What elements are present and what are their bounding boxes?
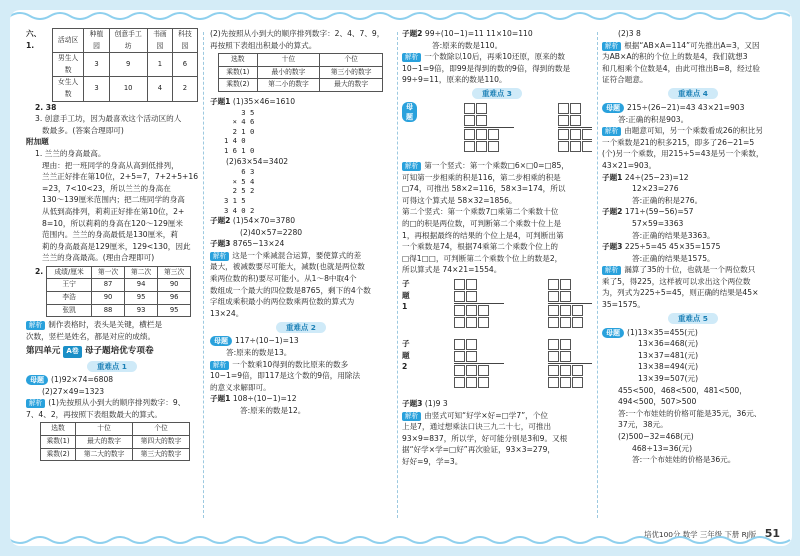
- answer-line: 37元，38元。: [618, 420, 668, 430]
- answer-line: (2)27×49=1323: [42, 386, 105, 396]
- analysis-line: 93×9=837，所以学，好可能分别是3和9。又根: [402, 433, 568, 443]
- analysis-line: □74，可推出 58×2=116，58×3=174，所以: [402, 184, 566, 194]
- analysis-tag: 解析: [210, 252, 229, 261]
- box-calc: [534, 338, 592, 398]
- mother-question-tag: 母题: [210, 336, 232, 346]
- analysis-line: 所以算式是 74×21=1554。: [402, 265, 502, 275]
- unit-header: 第四单元 A卷 母子题培优专项卷: [26, 346, 154, 357]
- analysis-line: 数组成一个最大的四位数是8765，剩下的4个数: [210, 285, 371, 295]
- answer-line: 答:正确的结果是1575。: [632, 253, 715, 263]
- analysis-line: 可知第一步相乘的积是116，第二步相乘的积是: [402, 172, 561, 182]
- box-calc: [534, 278, 592, 338]
- analysis-tag: 解析: [210, 361, 229, 370]
- analysis-line: 10−1=9倍，即99是得到的数的9倍，得到的数是: [402, 63, 571, 73]
- digit-table: 选数 十位 个位 乘数(1) 最小的数字 第三小的数字 乘数(2) 第二小的数字 最大的数字: [218, 53, 383, 92]
- answer-line: (2)40×57=2280: [240, 227, 303, 237]
- analysis-line: 一个乘数是21的积多215，即多了26−21=5: [602, 137, 755, 147]
- page-number: 51: [764, 527, 780, 540]
- answer-line: 2.: [35, 266, 44, 276]
- answer-page: [10, 10, 792, 546]
- column-divider: [397, 32, 398, 518]
- box-calc: [450, 102, 514, 153]
- analysis-line: 为，列式为225÷5=45，则正确的结果是45×: [602, 288, 759, 298]
- text-line: (2)先按照从小到大的顺序排列数字：2、4、7、9，: [210, 29, 385, 38]
- score-table: 成绩/厘米 第一次 第二次 第三次 王宁 87 94 90 李浩 90 95 96 张凯 88 93 95: [46, 266, 191, 317]
- column-2: (2)先按照从小到大的顺序排列数字：2、4、7、9， 再按照下表组出积最小的算式。 选数 十位 个位 乘数(1) 最小的数字 第三小的数字 乘数(2) 第二小的数字 最大的数字 子题1 (1)35×46=1610 3 5 × 4 6 2 1 0 1 4 0 1 6 1 0 (2)63×54=3402 6 3 × 5 4 2 5 2 3 1 5 3 4 0 2 子题2 (1)54×70=3780 (2)40×57=2280 子题3 8765−13×24 解析 这是一个乘减混合运算，要使算式的差 最大，被减数要尽可能大，减数(也就是两位数 乘两位数的积)要尽可能小。从1～8中取4个 数组成一个最大的四位数是8765，剩下的4个数 字组成乘积最小的两位数乘两位数的算式为 13×24。 重难点 2 母题 117÷(10−1)=13 答:原来的数是13。 解析 一个数乘10得到的数比原来的数多 10−1=9倍，即117是这个数的9倍，用除法 的意义求解即可。 子题1 108÷(10−1)=12 答:原来的数是12。: [210, 28, 392, 522]
- analysis-line: 1，再根据最终的结果的个位上是4，可判断出第: [402, 230, 564, 240]
- vertical-calc: 6 3 × 5 4 2 5 2 3 1 5 3 4 0 2: [224, 167, 255, 215]
- answer-line: 数最多。(答案合理即可): [42, 125, 124, 135]
- mother-question-tag: 母题: [402, 102, 417, 122]
- analysis-line: 字组成乘积最小的两位数乘两位数的算式为: [210, 297, 355, 307]
- sub-question-tag: 子题2: [402, 29, 423, 38]
- reason-line: =23，7<10<23，所以兰兰的身高在: [42, 183, 171, 193]
- analysis-tag: 解析: [602, 127, 621, 136]
- answer-line: (2)500−32=468(元): [618, 432, 694, 441]
- activity-table: 活动区 种植园 创意手工坊 书画园 科技园 男生人数 3 9 1 6 女生人数 3 10 4 2: [52, 28, 198, 102]
- analysis-line: 乘了5，得225，这样被可以求出这个两位数: [602, 276, 751, 286]
- analysis-tag: 解析: [26, 399, 45, 408]
- analysis-line: 43×21=903。: [602, 160, 657, 170]
- answer-line: 2. 38: [35, 102, 57, 112]
- analysis-line: 的□的积是两位数，可判断第二个乘数十位上是: [402, 218, 562, 228]
- sub-question-tag: 子题1: [210, 96, 231, 106]
- section-band: 重难点 4: [602, 88, 784, 100]
- answer-line: 答:一个布娃娃的价格是36元。: [632, 455, 736, 465]
- analysis-line: 10−1=9倍，即117是这个数的9倍，用除法: [210, 371, 361, 381]
- reason-line: 理由：把一班同学的身高从高到低排列，: [42, 160, 179, 170]
- analysis-tag: 解析: [402, 412, 421, 421]
- analysis-line: 为AB×A的积的个位上的数是4，我们就想3: [602, 52, 748, 62]
- analysis-line: 据“好学×学=□好”再次验证，93×3=279，: [402, 445, 556, 455]
- answer-line: 494<500，507>500: [618, 397, 697, 407]
- reason-line: 从低到高排列，莉莉正好排在第10位，2+: [42, 206, 185, 216]
- analysis-line: □得1□□，可判断第二个乘数个位上的数是2，: [402, 253, 563, 263]
- answer-line: (2)63×54=3402: [226, 156, 289, 166]
- column-divider: [203, 32, 204, 518]
- section-band: 重难点 2: [210, 321, 392, 333]
- answer-line: 3. 创意手工坊，因为最喜欢这个活动区的人: [35, 114, 182, 124]
- analysis-line: (个)另一个乘数，用215÷5=43是另一个乘数，: [602, 149, 764, 159]
- analysis-line: 好好=9，学=3。: [402, 456, 463, 466]
- column-4: (2)3 8 解析 根据“AB×A=114”可先推出A=3，又因 为AB×A的积的个位上的数是4，我们就想3 和几相乘个位数是4，由此可推出B=8，经过验 证符合题意。 重难点 4 母题 215÷(26−21)=43 43×21=903 答:正确的积是903。 解析 由题意可知，另一个乘数看成26的积比另 一个乘数是21的积多215，即多了26−21=5 (个)另一个乘数，用215÷5=43是另一个乘数， 43×21=903。 子题1 24÷(25−23)=12 12×23=276 答:正确的积是276。 子题2 171÷(59−56)=57 57×59=3363 答:正确的结果是3363。 子题3 225÷5=45 45×35=1575 答:正确的结果是1575。 解析 漏算了35的十位，也就是一个两位数只 乘了5，得225，这样被可以求出这个两位数 为，列式为225÷5=45，则正确的结果是45× 35=1575。 重难点 5 母题 (1)13×35=455(元) 13×36=468(元) 13×37=481(元) 13×38=494(元) 13×39=507(元) 455<500，468<500，481<500， 494<500，507>500 答:一个布娃娃的价格可能是35元，36元、 37元，38元。 (2)500−32=468(元) 468÷13=36(元) 答:一个布娃娃的价格是36元。: [602, 28, 784, 522]
- analysis-tag: 解析: [26, 321, 45, 330]
- reason-line: 8=10，所以莉莉的身高在120～129厘米: [42, 218, 183, 228]
- sub-question-tag: 子题3: [402, 398, 423, 408]
- answer-line: 1. 兰兰的身高最高。: [35, 148, 106, 158]
- text-line: 再按照下表组出积最小的算式。: [210, 40, 317, 50]
- analysis-line: 证符合题意。: [602, 75, 648, 85]
- vertical-calc: 3 5 × 4 6 2 1 0 1 4 0 1 6 1 0: [224, 107, 255, 155]
- answer-line: 468÷13=36(元): [632, 443, 693, 453]
- reason-line: 130～139厘米范围内；把二班同学的身高: [42, 195, 185, 205]
- sub-question-tag: 子题3: [602, 242, 623, 252]
- mother-question-tag: 母题: [602, 328, 624, 338]
- box-calc: [440, 338, 504, 398]
- analysis-line: 乘两位数的积)要尽可能小。从1～8中取4个: [210, 274, 357, 284]
- question-label: 六、1.: [26, 29, 42, 50]
- sub-question-tag: 子题3: [210, 239, 231, 249]
- bottom-wave-border: [10, 536, 792, 546]
- reason-line: 莉的身高最高是129厘米，129<130，因此: [42, 241, 191, 251]
- answer-line: 答:正确的结果是3363。: [632, 230, 715, 240]
- analysis-tag: 解析: [402, 162, 421, 171]
- section-band: 重难点 1: [26, 360, 198, 372]
- analysis-tag: 解析: [602, 42, 621, 51]
- analysis-line: 可得这个算式是 58×32=1856。: [402, 195, 517, 205]
- answer-line: 答:原来的数是13。: [226, 348, 292, 358]
- answer-line: 13×39=507(元): [638, 374, 699, 384]
- analysis-line: 13×24。: [210, 308, 244, 318]
- mother-question-tag: 母题: [602, 103, 624, 113]
- sub-question-tag: 子题2: [210, 216, 231, 226]
- sub-question-tag: 子题1: [602, 172, 623, 182]
- answer-line: (2)3 8: [618, 29, 641, 38]
- analysis-line: 次数，竖栏是姓名，都是对应的成绩。: [26, 331, 156, 341]
- top-wave-border: [10, 10, 792, 20]
- analysis-line: 上是7，通过想乘法口诀三九二十七，可推出: [402, 422, 552, 432]
- answer-line: 455<500，468<500，481<500，: [618, 385, 747, 395]
- answer-line: 13×38=494(元): [638, 362, 699, 372]
- analysis-line: 一个乘数是74，根据74乘第二个乘数个位上的: [402, 242, 559, 252]
- page-footer: 培优100分 数学 三年级 下册 RJ版 51: [644, 527, 780, 540]
- reason-line: 兰兰正好排在第10位，2+5=7，7+2+5+16: [42, 172, 198, 182]
- analysis-tag: 解析: [402, 53, 421, 62]
- analysis-line: 的意义求解即可。: [210, 382, 271, 392]
- answer-line: 答:正确的积是903。: [618, 114, 689, 124]
- analysis-line: 和几相乘个位数是4，由此可推出B=8，经过验: [602, 63, 760, 73]
- section-title: 附加题: [26, 137, 49, 147]
- column-1: 六、1. 活动区 种植园 创意手工坊 书画园 科技园 男生人数 3 9 1 6 女生人数 3 10 4 2 2. 38 3. 创意手工坊，因为最喜欢这个活动区的人 数最多。(答案合理即可) 附加题 1. 兰兰的身高最高。 理由：把一班同学的身高从高到低排列， 兰兰正好排在第10位，2+5=7，7+2+5+16 =23，7<10<23，所以兰兰的身高在 130～139厘米范围内；把二班同学的身高 从低到高排列，莉莉正好排在第10位，2+ 8=10，所以莉莉的身高在120～129厘米 范围内。兰兰的身高最低是130厘米，莉 莉的身高最高是129厘米，129<130，因此 兰兰的身高最高。(理由合理即可) 2. 成绩/厘米 第一次 第二次 第三次 王宁 87 94 90 李浩 90 95 96 张凯 88 93 95 解析 制作表格时，表头是关键，横栏是 次数，竖栏是姓名，都是对应的成绩。 第四单元 A卷 母子题培优专项卷 重难点 1 母题 (1)92×74=6808 (2)27×49=1323 解析 (1)先按照从小到大的顺序排列数字：9、 7、4、2，再按照下表组数最大的算式。 选数 十位 个位 乘数(1) 最大的数字 第四大的数字 乘数(2) 第二大的数字 第三大的数字: [26, 28, 198, 522]
- sub-question-tag: 子题2: [602, 207, 623, 217]
- box-calc: [440, 278, 504, 338]
- section-band: 重难点 5: [602, 313, 784, 325]
- analysis-line: 7、4、2，再按照下表组数最大的算式。: [26, 409, 162, 419]
- answer-line: 答:正确的积是276。: [632, 195, 703, 205]
- column-divider: [597, 32, 598, 518]
- sub-question-tag: 子题1: [210, 394, 231, 404]
- analysis-line: 第二个竖式：第一个乘数7□乘第二个乘数十位: [402, 207, 559, 217]
- answer-line: 13×37=481(元): [638, 350, 699, 360]
- analysis-tag: 解析: [602, 266, 621, 275]
- answer-line: 答:原来的数是12。: [240, 406, 306, 415]
- unit-badge: A卷: [63, 346, 81, 358]
- sub-question-tag: 子题2: [402, 338, 410, 372]
- reason-line: 范围内。兰兰的身高最低是130厘米，莉: [42, 230, 178, 240]
- section-band: 重难点 3: [402, 88, 592, 100]
- reason-line: 兰兰的身高最高。(理由合理即可): [42, 253, 155, 263]
- answer-line: 13×36=468(元): [638, 339, 699, 349]
- answer-line: 答:一个布娃娃的价格可能是35元，36元、: [618, 408, 762, 418]
- analysis-line: 35=1575。: [602, 300, 645, 310]
- answer-line: 57×59=3363: [632, 218, 684, 228]
- digit-table: 选数 十位 个位 乘数(1) 最大的数字 第四大的数字 乘数(2) 第二大的数字 第三大的数字: [40, 422, 190, 461]
- analysis-line: 99÷9=11，原来的数是110。: [402, 75, 507, 85]
- answer-line: 12×23=276: [632, 184, 679, 194]
- box-calc: [544, 102, 592, 153]
- sub-question-tag: 子题1: [402, 278, 410, 312]
- mother-question-tag: 母题: [26, 375, 48, 385]
- column-3: 子题2 99÷(10−1)=11 11×10=110 答:原来的数是110。 解析 一个数除以10后，再乘10还原，原来的数 10−1=9倍，即99是得到的数的9倍，得到的数是 99÷9=11，原来的数是110。 重难点 3 母题 解析 第一个竖式：第一个乘数□6×□0=□85， 可知第一步相乘的积是116，第二步相乘的积是 □74，可推出 58×2=116，58×3=174，所以 可得这个算式是 58×32=1856。 第二个竖式：第一个乘数7□乘第二个乘数十位 的□的积是两位数，可判断第二个乘数十位上是 1，再根据最终的结果的个位上是4，可判断出第 一个乘数是74，根据74乘第二个乘数个位上的 □得1□□，可判断第二个乘数个位上的数是2， 所以算式是 74×21=1554。 子题1 子题2 子题3 (1)9 3 解析 由竖式可知“好学×好=□学7”，个位 上是7，通过想乘法口诀三九二十七，可推出 93×9=837，所以学，好可能分别是3和9。又根 据“好学×学=□好”再次验证，93×3=279， 好好=9，学=3。: [402, 28, 592, 522]
- analysis-line: 最大，被减数要尽可能大，减数(也就是两位数: [210, 262, 365, 272]
- answer-line: 答:原来的数是110。: [432, 40, 503, 50]
